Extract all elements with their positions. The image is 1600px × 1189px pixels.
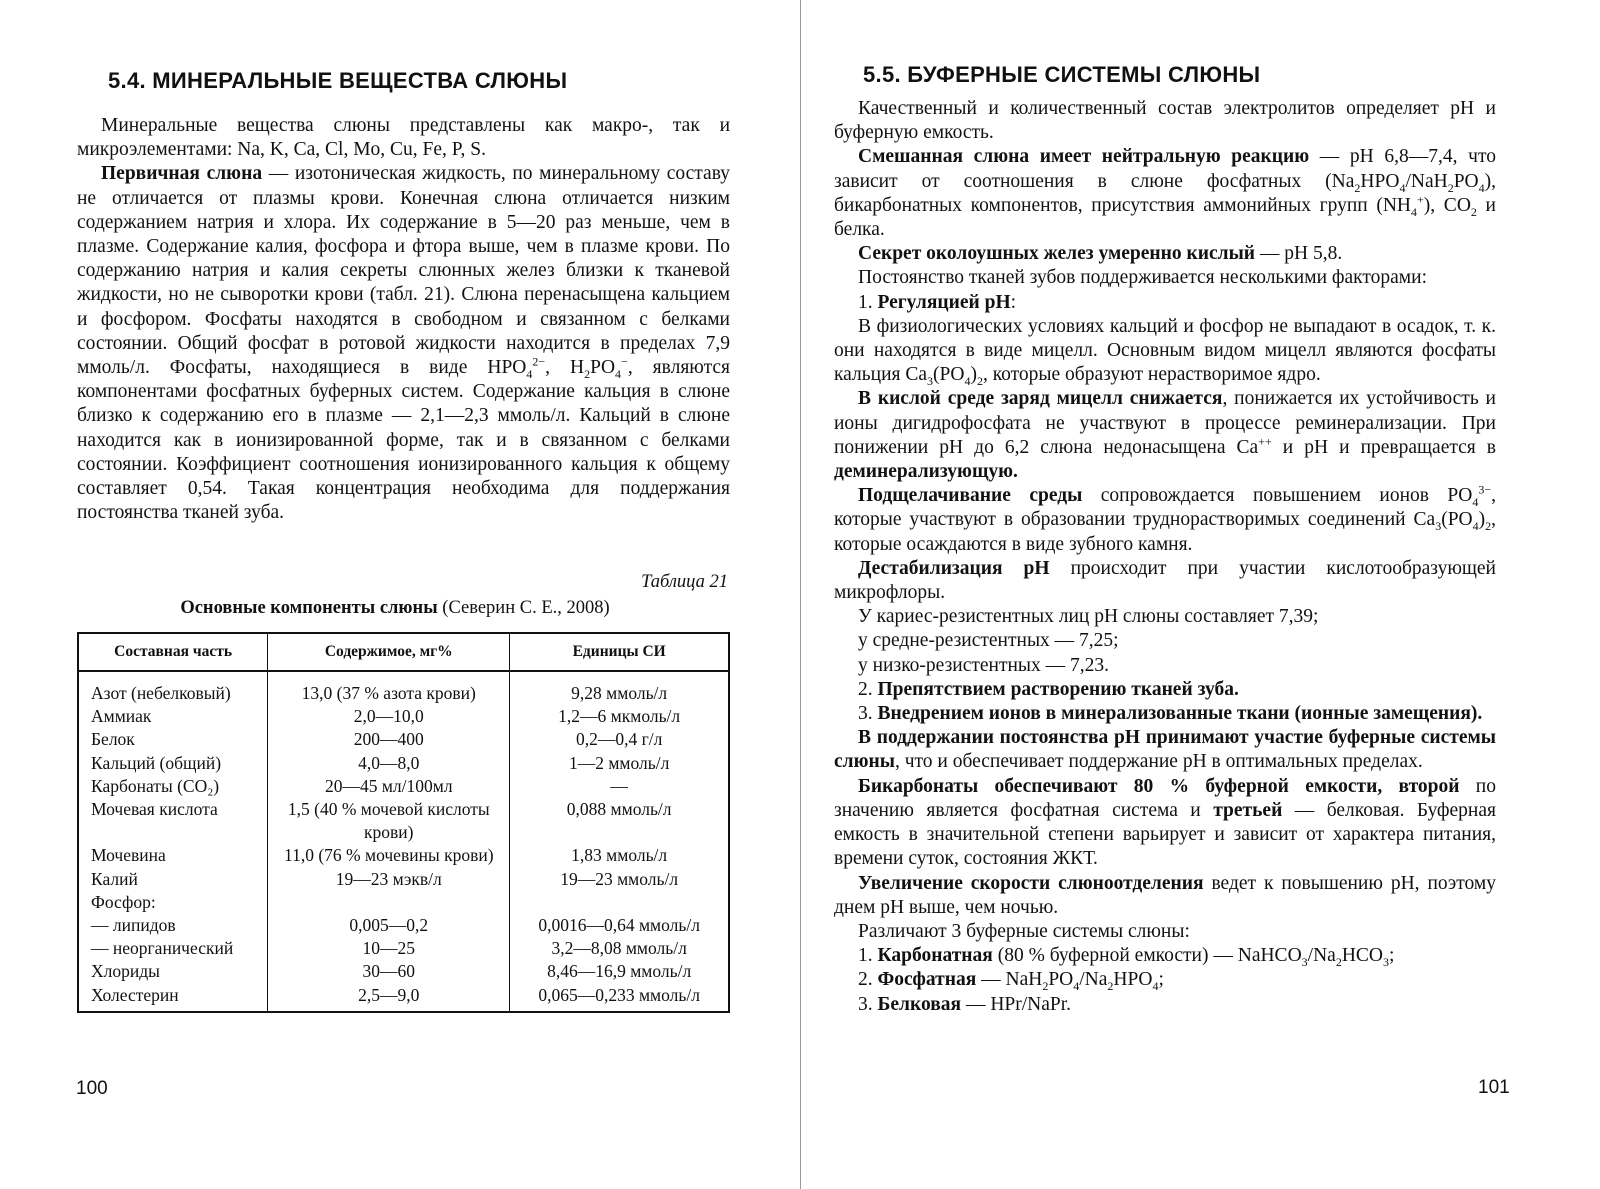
list-item: 3. Белковая — HPr/NaPr. (858, 993, 1072, 1015)
list-heading: 2. Препятствием растворению тканей зуба. (858, 678, 1239, 700)
bold-term: Первичная слюна (101, 163, 263, 185)
table-row: Кальций (общий) 4,0—8,0 1—2 ммоль/л (78, 752, 729, 775)
paragraph: В кислой среде заряд мицелл снижается, понижается их устойчивость и ионы дигидрофосфата не участвуют в процессе реминерализации. При понижении pH до 6,2 слюна недонасыщена Ca++ и pH и превращается в деминерализующую. (834, 388, 1496, 483)
table-row: Аммиак 2,0—10,0 1,2—6 мкмоль/л (78, 705, 729, 728)
paragraph: Различают 3 буферные системы слюны: (858, 920, 1190, 942)
table-row: Хлориды 30—60 8,46—16,9 ммоль/л (78, 960, 729, 983)
table-row: — неорганический 10—25 3,2—8,08 ммоль/л (78, 937, 729, 960)
saliva-components-table (77, 632, 730, 1013)
paragraph: У кариес-резистентных лиц pH слюны составляет 7,39; (858, 606, 1319, 628)
list-heading: 3. Внедрением ионов в минерализованные ткани (ионные замещения). (858, 703, 1483, 725)
table-header: Содержимое, мг% (268, 633, 510, 671)
paragraph: у средне-резистентных — 7,25; (858, 630, 1119, 652)
table-header: Составная часть (78, 633, 268, 671)
table-row: — липидов 0,005—0,2 0,0016—0,64 ммоль/л (78, 914, 729, 937)
paragraph: Подщелачивание среды сопровождается повышением ионов $PO_4^{3-}$, которые участвуют в образовании труднорастворимых соединений $Ca_3(PO_4)_2$, которые осаждаются в виде зубного камня. (834, 482, 1496, 555)
list-item: 2. Фосфатная — $NaH_2PO_4/Na_2HPO_4$; (858, 969, 1164, 994)
table-row: Калий 19—23 мэкв/л 19—23 ммоль/л (78, 868, 729, 891)
table-row: Мочевая кислота 1,5 (40 % мочевой кислоты крови) 0,088 ммоль/л (78, 798, 729, 844)
table-row: Холестерин 2,5—9,0 0,065—0,233 ммоль/л (78, 984, 729, 1012)
paragraph: Дестабилизация pH происходит при участии кислотообразующей микрофлоры. (834, 557, 1496, 604)
left-body (77, 114, 730, 525)
paragraph: В поддержании постоянства pH принимают участие буферные системы слюны, что и обеспечивает поддержание pH в оптимальных пределах. (834, 727, 1496, 773)
table-header-row (78, 633, 729, 671)
list-heading: 1. Регуляцией pH: (858, 291, 1017, 313)
page-number: 100 (76, 1078, 108, 1099)
table-row: Карбонаты (CO₂) 20—45 мл/100мл — (78, 775, 729, 798)
paragraph: Качественный и количественный состав электролитов определяет pH и буферную емкость. (834, 98, 1496, 144)
right-page (800, 0, 1600, 1189)
paragraph: Увеличение скорости слюноотделения ведет к повышению pH, поэтому днем pH выше, чем ночью. (834, 872, 1496, 918)
table-title: Основные компоненты слюны (Северин С. Е., 2008) (180, 598, 610, 618)
paragraph: Смешанная слюна имеет нейтральную реакцию — pH 6,8—7,4, что зависит от соотношения в слюне фосфатных $(Na_2HPO_4/NaH_2PO_4)$, бикарбонатных компонентов, присутствия аммонийных групп $(NH_4^+)$, $CO_2$ и белка. (834, 146, 1496, 241)
section-heading: 5.4. МИНЕРАЛЬНЫЕ ВЕЩЕСТВА СЛЮНЫ (108, 68, 568, 93)
paragraph: Бикарбонаты обеспечивают 80 % буферной емкости, второй по значению является фосфатная система и третьей — белковая. Буферная емкость в значительной степени варьирует и зависит от характера питания, времени суток, состояния ЖКТ. (834, 775, 1496, 870)
table-header: Единицы СИ (510, 633, 729, 671)
table-row: Фосфор: (78, 891, 729, 914)
table-row: Белок 200—400 0,2—0,4 г/л (78, 728, 729, 751)
paragraph: В физиологических условиях кальций и фосфор не выпадают в осадок, т. к. они находятся в виде мицелл. Основным видом мицелл являются фосфаты кальция $Ca_3(PO_4)_2$, которые образуют нерастворимое ядро. (834, 315, 1496, 389)
paragraph: Постоянство тканей зубов поддерживается несколькими факторами: (858, 267, 1428, 289)
left-page (0, 0, 790, 1189)
paragraph: Первичная слюна — изотоническая жидкость, по минеральному составу не отличается от плазмы крови. Конечная слюна отличается низким содержанием натрия и хлора. Их содержание в 5—20 раз меньше, чем в плазме. Содержание калия, фосфора и фтора выше, чем в плазме крови. По содержанию натрия и калия секреты слюнных желез близки к тканевой жидкости, но не сыворотки крови (табл. 21). Слюна перенасыщена кальцием и фосфором. Фосфаты находятся в свободном и связанном с белками состоянии. Общий фосфат в ротовой жидкости находится в пределах 7,9 ммоль/л. Фосфаты, находящиеся в виде $HPO_4^{2-}$, $H_2PO_4^-$, являются компонентами фосфатных буферных систем. Содержание кальция в слюне близко к содержанию его в плазме — 2,1—2,3 ммоль/л. Кальций в слюне находится как в ионизированной форме, так и в связанном с белками состоянии. Коэффициент соотношения ионизированного кальция к общему составляет 0,54. Такая концентрация необходима для поддержания постоянства тканей зуба. (77, 163, 730, 524)
table-row: Мочевина 11,0 (76 % мочевины крови) 1,83 ммоль/л (78, 844, 729, 867)
paragraph: у низко-резистентных — 7,23. (858, 654, 1110, 676)
list-item: 1. Карбонатная (80 % буферной емкости) — $NaHCO_3/Na_2HCO_3$; (858, 945, 1395, 969)
page-number: 101 (1478, 1077, 1510, 1098)
table-number: Таблица 21 (641, 572, 728, 592)
paragraph: Секрет околоушных желез умеренно кислый — pH 5,8. (858, 243, 1343, 265)
table-row: Азот (небелковый) 13,0 (37 % азота крови) 9,28 ммоль/л (78, 671, 729, 705)
section-heading: 5.5. БУФЕРНЫЕ СИСТЕМЫ СЛЮНЫ (863, 62, 1261, 87)
right-body (834, 97, 1496, 1017)
paragraph: Минеральные вещества слюны представлены как макро-, так и микроэлементами: Na, K, Ca, Cl, Mo, Cu, Fe, P, S. (77, 115, 730, 161)
